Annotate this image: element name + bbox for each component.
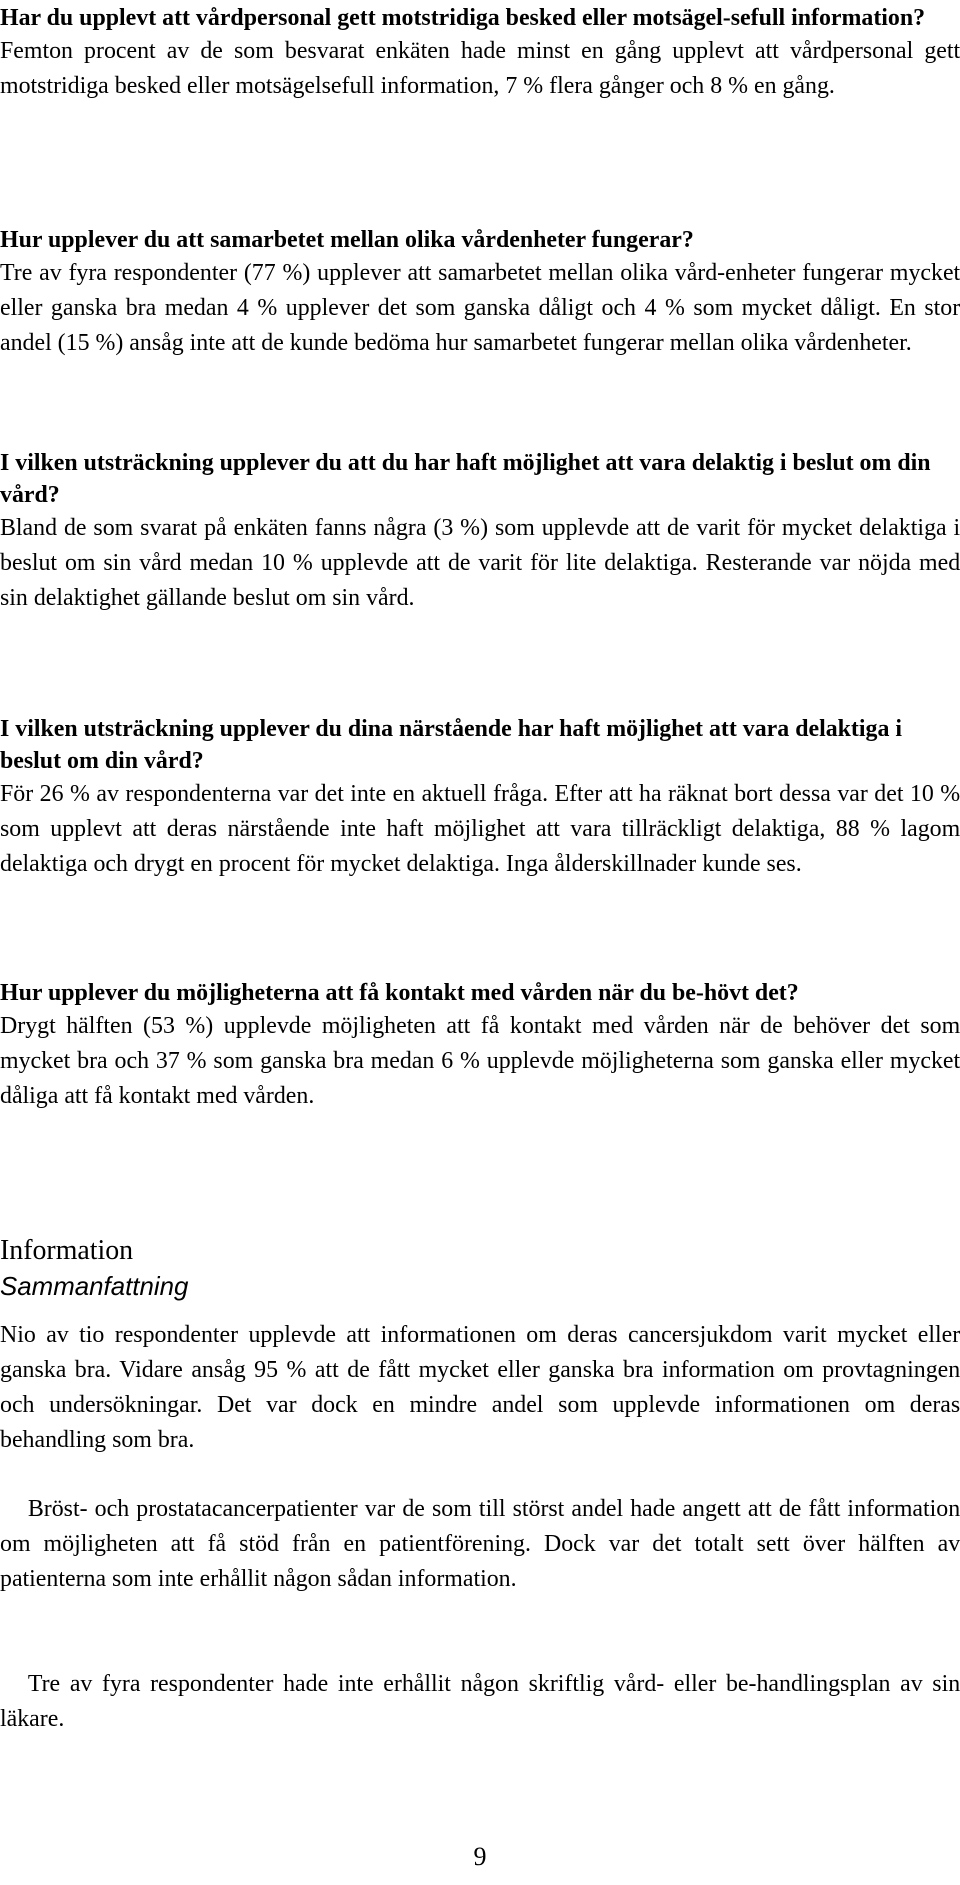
section-contradictory-info bbox=[0, 2, 960, 104]
answer-paragraph: Tre av fyra respondenter (77 %) upplever att samarbetet mellan olika vård-enheter fungerar mycket eller ganska bra medan 4 % upplever det som ganska dåligt och 4 % som mycket dåligt. En stor andel (15 %) ansåg inte att de kunde bedöma hur samarbetet fungerar mellan olika vårdenheter. bbox=[0, 260, 960, 356]
answer-paragraph: För 26 % av respondenterna var det inte en aktuell fråga. Efter att ha räknat bort dessa var det 10 % som upplevt att deras närstående inte haft möjlighet att vara tillräckligt delaktiga, 88 % lagom delaktiga och drygt en procent för mycket delaktiga. Inga ålderskillnader kunde ses. bbox=[0, 781, 960, 877]
answer-paragraph: Bland de som svarat på enkäten fanns några (3 %) som upplevde att de varit för mycket delaktiga i beslut om sin vård medan 10 % upplevde att de varit för lite delaktiga. Resterande var nöjda med sin delaktighet gällande beslut om sin vård. bbox=[0, 515, 960, 611]
question-heading: Har du upplevt att vårdpersonal gett motstridiga besked eller motsägel-sefull information? bbox=[0, 5, 926, 31]
summary-paragraph-2 bbox=[0, 1492, 960, 1597]
question-heading: Hur upplever du möjligheterna att få kontakt med vården när du be-hövt det? bbox=[0, 980, 799, 1006]
section-subtitle: Sammanfattning bbox=[0, 1271, 189, 1301]
section-care-unit-cooperation bbox=[0, 224, 960, 361]
section-title: Information bbox=[0, 1235, 134, 1266]
section-own-participation bbox=[0, 447, 960, 616]
summary-paragraph-3 bbox=[0, 1667, 960, 1737]
summary-paragraph-1 bbox=[0, 1318, 960, 1458]
question-heading: I vilken utsträckning upplever du att du har haft möjlighet att vara delaktig i beslut om din vård? bbox=[0, 450, 931, 508]
section-contact-with-care bbox=[0, 977, 960, 1114]
summary-paragraph: Tre av fyra respondenter hade inte erhållit någon skriftlig vård- eller be-handlingsplan av sin läkare. bbox=[0, 1671, 960, 1732]
information-section-header bbox=[0, 1233, 960, 1303]
question-heading: I vilken utsträckning upplever du dina närstående har haft möjlighet att vara delaktiga i beslut om din vård? bbox=[0, 716, 902, 774]
question-heading: Hur upplever du att samarbetet mellan olika vårdenheter fungerar? bbox=[0, 227, 694, 253]
summary-paragraph: Bröst- och prostatacancerpatienter var de som till störst andel hade angett att de fått information om möjligheten att få stöd från en patientförening. Dock var det totalt sett över hälften av patienterna som inte erhållit någon sådan information. bbox=[0, 1496, 960, 1592]
section-relatives-participation bbox=[0, 713, 960, 882]
answer-paragraph: Femton procent av de som besvarat enkäten hade minst en gång upplevt att vårdpersonal gett motstridiga besked eller motsägelsefull information, 7 % flera gånger och 8 % en gång. bbox=[0, 38, 960, 99]
page-number: 9 bbox=[473, 1842, 487, 1871]
summary-paragraph: Nio av tio respondenter upplevde att informationen om deras cancersjukdom varit mycket eller ganska bra. Vidare ansåg 95 % att de fått mycket eller ganska bra information om provtagningen och undersökningar. Det var dock en mindre andel som upplevde informationen om deras behandling som bra. bbox=[0, 1322, 960, 1453]
answer-paragraph: Drygt hälften (53 %) upplevde möjligheten att få kontakt med vården när de behöver det som mycket bra och 37 % som ganska bra medan 6 % upplevde möjligheterna som ganska eller mycket dåliga att få kontakt med vården. bbox=[0, 1013, 960, 1109]
